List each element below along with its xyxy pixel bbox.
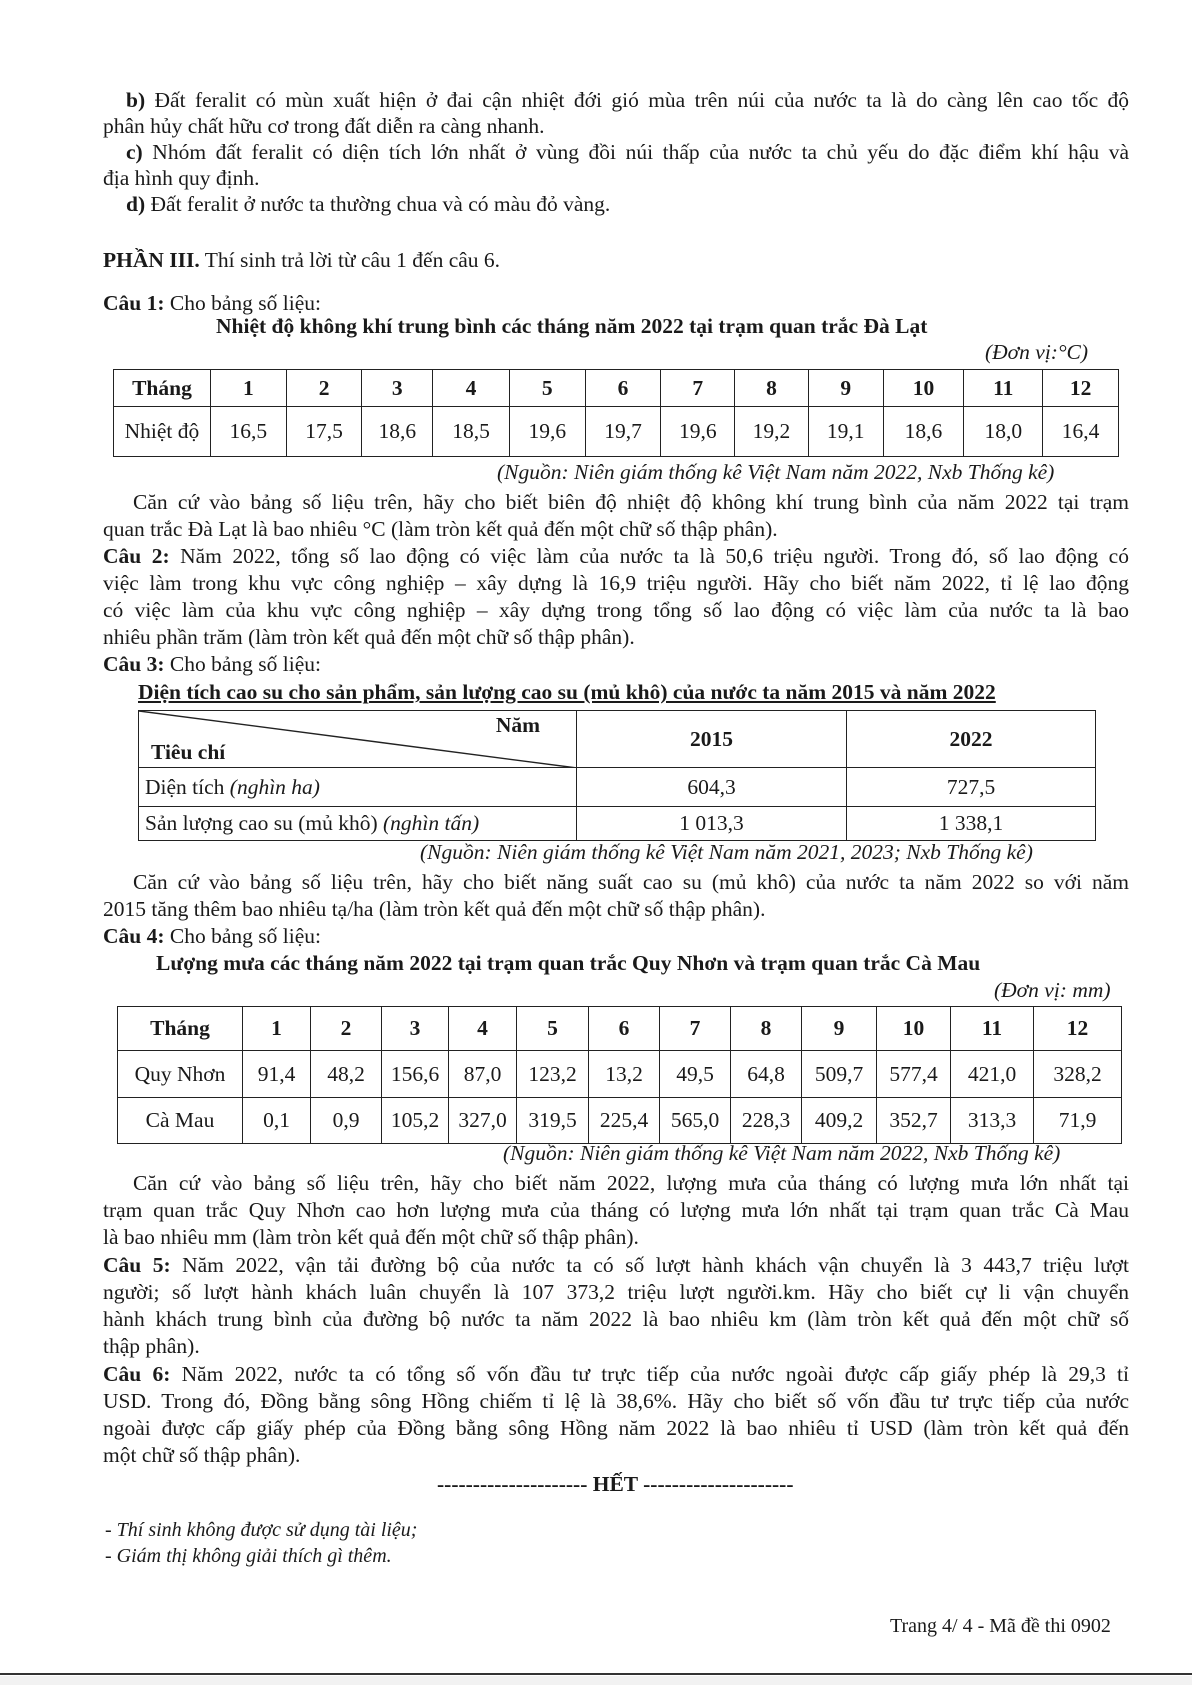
- table-cell: 352,7: [877, 1098, 951, 1144]
- table-header-cell: 7: [660, 1007, 731, 1051]
- table-cell: 313,3: [951, 1098, 1034, 1144]
- q1-question-line: Căn cứ vào bảng số liệu trên, hãy cho biết biên độ nhiệt độ không khí trung bình của năm 2022 tại trạm: [133, 490, 1129, 514]
- statement-c-cont: địa hình quy định.: [103, 166, 260, 190]
- table-cell: 409,2: [802, 1098, 877, 1144]
- table-header-cell: Tháng: [114, 370, 211, 407]
- table-cell: 319,5: [517, 1098, 589, 1144]
- table-cell: 18,0: [964, 407, 1043, 457]
- table-cell: 18,6: [883, 407, 964, 457]
- q3-source: (Nguồn: Niên giám thống kê Việt Nam năm 2021, 2023; Nxb Thống kê): [420, 840, 1033, 864]
- q5-line: hành khách trung bình của đường bộ nước ta năm 2022 là bao nhiêu km (làm tròn kết quả đến một chữ số: [103, 1307, 1129, 1331]
- part-iii-heading: PHẦN III. Thí sinh trả lời từ câu 1 đến câu 6.: [103, 248, 501, 272]
- table-cell: 1 338,1: [847, 807, 1096, 841]
- table-header-cell: 1: [243, 1007, 311, 1051]
- table-cell: 19,7: [585, 407, 661, 457]
- table-cell: 19,6: [661, 407, 735, 457]
- q3-question-line: Căn cứ vào bảng số liệu trên, hãy cho biết năng suất cao su (mủ khô) của nước ta năm 2022 so với năm: [133, 870, 1129, 894]
- table-header-cell: 12: [1043, 370, 1119, 407]
- table-header-cell: 12: [1034, 1007, 1122, 1051]
- table-header-cell: 9: [808, 370, 883, 407]
- q4-source: (Nguồn: Niên giám thống kê Việt Nam năm 2022, Nxb Thống kê): [503, 1141, 1061, 1165]
- note-line: - Giám thị không giải thích gì thêm.: [105, 1545, 392, 1567]
- table-cell: 19,2: [735, 407, 809, 457]
- table-header-cell: 4: [449, 1007, 517, 1051]
- q1-header-row: [114, 370, 1119, 407]
- table-header-cell: 6: [585, 370, 661, 407]
- statement-b-cont: phân hủy chất hữu cơ trong đất diễn ra càng nhanh.: [103, 114, 545, 138]
- table-cell: 16,5: [210, 407, 286, 457]
- table-cell: 19,6: [509, 407, 585, 457]
- table-cell: 1 013,3: [577, 807, 847, 841]
- q4-rainfall-table: [117, 1006, 1122, 1144]
- table-header-cell: 6: [589, 1007, 660, 1051]
- table-cell: 87,0: [449, 1051, 517, 1098]
- table-cell: Nhiệt độ: [114, 407, 211, 457]
- table-cell: 13,2: [589, 1051, 660, 1098]
- table-cell: 64,8: [731, 1051, 802, 1098]
- table-cell: 225,4: [589, 1098, 660, 1144]
- table-header-cell: 4: [433, 370, 510, 407]
- table-cell: 18,6: [362, 407, 433, 457]
- q2-line: Câu 2: Năm 2022, tổng số lao động có việc làm của nước ta là 50,6 triệu người. Trong đó, số lao động có: [103, 544, 1129, 568]
- q4-header-row: [118, 1007, 1122, 1051]
- table-header-cell: 7: [661, 370, 735, 407]
- page-edge: [0, 1676, 1192, 1685]
- bottom-rule: [0, 1673, 1192, 1675]
- table-cell: 0,9: [311, 1098, 382, 1144]
- table-header-cell: 3: [382, 1007, 449, 1051]
- table-header-cell: 8: [735, 370, 809, 407]
- q2-line: có việc làm của khu vực công nghiệp – xây dựng trong tổng số lao động có việc làm của nước ta là bao: [103, 598, 1129, 622]
- table-cell: 49,5: [660, 1051, 731, 1098]
- table-cell: 577,4: [877, 1051, 951, 1098]
- q3-table-title: Diện tích cao su cho sản phẩm, sản lượng cao su (mủ khô) của nước ta năm 2015 và năm 2022: [138, 680, 996, 704]
- table-header-cell: 9: [802, 1007, 877, 1051]
- q1-unit: (Đơn vị:°C): [985, 340, 1089, 364]
- table-header-cell: Tháng: [118, 1007, 243, 1051]
- table-header-cell: 5: [509, 370, 585, 407]
- table-cell: 71,9: [1034, 1098, 1122, 1144]
- table-cell: 18,5: [433, 407, 510, 457]
- q1-question-cont: quan trắc Đà Lạt là bao nhiêu °C (làm tròn kết quả đến một chữ số thập phân).: [103, 517, 778, 541]
- table-cell: 228,3: [731, 1098, 802, 1144]
- table-cell: 105,2: [382, 1098, 449, 1144]
- q5-line: người; số lượt hành khách luân chuyển là 107 373,2 triệu lượt người.km. Hãy cho biết cự li vận chuyển: [103, 1280, 1129, 1304]
- table-cell: 48,2: [311, 1051, 382, 1098]
- table-header-cell: 11: [951, 1007, 1034, 1051]
- q1-temperature-table: [113, 369, 1119, 457]
- table-cell: 156,6: [382, 1051, 449, 1098]
- end-marker: --------------------- HẾT ---------------------: [437, 1472, 794, 1496]
- table-cell: 17,5: [286, 407, 362, 457]
- q6-line: Câu 6: Năm 2022, nước ta có tổng số vốn đầu tư trực tiếp của nước ngoài được cấp giấy phép là 29,3 tỉ: [103, 1362, 1129, 1386]
- table-cell: 0,1: [243, 1098, 311, 1144]
- table-cell: 327,0: [449, 1098, 517, 1144]
- statement-d: d) Đất feralit ở nước ta thường chua và có màu đỏ vàng.: [126, 192, 611, 216]
- table-cell: 604,3: [577, 768, 847, 807]
- note-line: - Thí sinh không được sử dụng tài liệu;: [105, 1519, 418, 1541]
- table-row-label: Sản lượng cao su (mủ khô) (nghìn tấn): [139, 807, 577, 841]
- table-header-cell: 10: [883, 370, 964, 407]
- page-footer: Trang 4/ 4 - Mã đề thi 0902: [890, 1615, 1111, 1637]
- q6-line: ngoài được cấp giấy phép của Đồng bằng sông Hồng năm 2022 là bao nhiêu tỉ USD (làm tròn kết quả đến: [103, 1416, 1129, 1440]
- q3-intro: Câu 3: Cho bảng số liệu:: [103, 652, 321, 676]
- table-cell: 19,1: [808, 407, 883, 457]
- q6-line: USD. Trong đó, Đồng bằng sông Hồng chiếm tỉ lệ là 38,6%. Hãy cho biết số vốn đầu tư trực tiếp của nước: [103, 1389, 1129, 1413]
- q4-unit: (Đơn vị: mm): [994, 978, 1111, 1002]
- q3-row-output: [139, 807, 1096, 841]
- table-row-label: Diện tích (nghìn ha): [139, 768, 577, 807]
- table-header-cell: 10: [877, 1007, 951, 1051]
- table-cell: 421,0: [951, 1051, 1034, 1098]
- q4-question-cont: là bao nhiêu mm (làm tròn kết quả đến một chữ số thập phân).: [103, 1225, 639, 1249]
- table-header-cell: 3: [362, 370, 433, 407]
- q1-source: (Nguồn: Niên giám thống kê Việt Nam năm 2022, Nxb Thống kê): [497, 460, 1055, 484]
- table-cell: 565,0: [660, 1098, 731, 1144]
- table-header-cell: 2022: [847, 711, 1096, 768]
- q4-intro: Câu 4: Cho bảng số liệu:: [103, 924, 321, 948]
- q3-row-area: [139, 768, 1096, 807]
- corner-label-year: Năm: [495, 713, 540, 737]
- table-header-cell: 5: [517, 1007, 589, 1051]
- table-row-label: Cà Mau: [118, 1098, 243, 1144]
- q4-row-quy-nhon: [118, 1051, 1122, 1098]
- q3-question-cont: 2015 tăng thêm bao nhiêu tạ/ha (làm tròn kết quả đến một chữ số thập phân).: [103, 897, 766, 921]
- q2-line: nhiêu phần trăm (làm tròn kết quả đến một chữ số thập phân).: [103, 625, 635, 649]
- q5-line: thập phân).: [103, 1334, 200, 1358]
- q4-question-cont: trạm quan trắc Quy Nhơn cao hơn lượng mưa của tháng có lượng mưa lớn nhất tại trạm quan trắc Cà Mau: [103, 1198, 1129, 1222]
- q2-line: việc làm trong khu vực công nghiệp – xây dựng là 16,9 triệu người. Hãy cho biết năm 2022, tỉ lệ lao động: [103, 571, 1129, 595]
- q1-table-title: Nhiệt độ không khí trung bình các tháng năm 2022 tại trạm quan trắc Đà Lạt: [216, 314, 928, 338]
- table-header-cell: 2: [311, 1007, 382, 1051]
- q6-line: một chữ số thập phân).: [103, 1443, 301, 1467]
- corner-label-criteria: Tiêu chí: [151, 740, 226, 764]
- table-row-label: Quy Nhơn: [118, 1051, 243, 1098]
- table-cell: 509,7: [802, 1051, 877, 1098]
- table-header-cell: 8: [731, 1007, 802, 1051]
- q4-row-ca-mau: [118, 1098, 1122, 1144]
- q1-intro: Câu 1: Cho bảng số liệu:: [103, 291, 321, 315]
- table-cell: 123,2: [517, 1051, 589, 1098]
- table-cell: 727,5: [847, 768, 1096, 807]
- table-header-cell: 2015: [577, 711, 847, 768]
- q5-line: Câu 5: Năm 2022, vận tải đường bộ của nước ta có số lượt hành khách vận chuyển là 3 443,7 triệu lượt: [103, 1253, 1129, 1277]
- q4-table-title: Lượng mưa các tháng năm 2022 tại trạm quan trắc Quy Nhơn và trạm quan trắc Cà Mau: [156, 951, 981, 975]
- q1-data-row: [114, 407, 1119, 457]
- table-header-cell: 11: [964, 370, 1043, 407]
- table-header-cell: 1: [210, 370, 286, 407]
- q3-rubber-table: [138, 710, 1096, 841]
- q4-question-line: Căn cứ vào bảng số liệu trên, hãy cho biết năm 2022, lượng mưa của tháng có lượng mưa lớn nhất tại: [133, 1171, 1129, 1195]
- table-cell: 91,4: [243, 1051, 311, 1098]
- table-corner-cell: [139, 711, 577, 768]
- statement-c: c) Nhóm đất feralit có diện tích lớn nhất ở vùng đồi núi thấp của nước ta chủ yếu do đặc điểm khí hậu và: [126, 140, 1130, 164]
- statement-b: b) Đất feralit có mùn xuất hiện ở đai cận nhiệt đới gió mùa trên núi của nước ta là do càng lên cao tốc độ: [126, 88, 1130, 112]
- table-cell: 16,4: [1043, 407, 1119, 457]
- table-header-cell: 2: [286, 370, 362, 407]
- q3-header-row: [139, 711, 1096, 768]
- table-cell: 328,2: [1034, 1051, 1122, 1098]
